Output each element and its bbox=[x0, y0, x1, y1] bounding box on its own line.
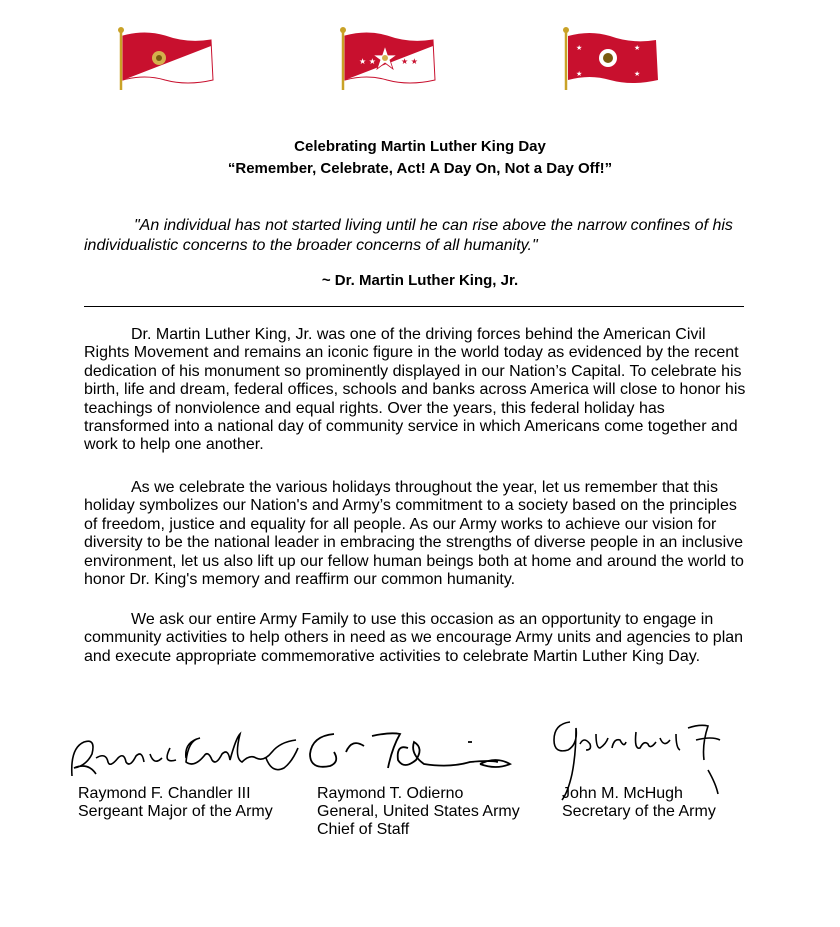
signature-chandler bbox=[66, 728, 306, 788]
body-paragraph: We ask our entire Army Family to use this occasion as an opportunity to engage in community activities to help others in need as we encourage Army units and agencies to plan and execute appropriate commemorative activities to celebrate Martin Luther King Day. bbox=[84, 611, 744, 665]
chief-of-staff-flag-icon bbox=[337, 22, 437, 92]
signature-odierno bbox=[300, 720, 530, 780]
signatory-name: John M. McHugh bbox=[562, 785, 683, 802]
secretary-flag-icon bbox=[560, 22, 660, 92]
svg-text:★: ★ bbox=[634, 70, 641, 78]
signatory-name: Raymond F. Chandler III bbox=[78, 785, 251, 802]
signatory-title: Sergeant Major of the Army bbox=[78, 803, 273, 820]
svg-text:★ ★: ★ ★ bbox=[359, 57, 376, 66]
svg-text:★ ★: ★ ★ bbox=[401, 57, 418, 66]
body-paragraph: Dr. Martin Luther King, Jr. was one of the driving forces behind the American Civil Rights Movement and remains an iconic figure in the world today as evidenced by the recent dedication of his monument so prominently displayed in our Nation’s Capital. To celebrate his birth, life and dream, federal offices, schools and banks across America will close to honor his teachings of nonviolence and equal rights. Over the years, this federal holiday has transformed into a national day of community service in which Americans come together and work to help one another. bbox=[84, 326, 746, 454]
quote-attribution: ~ Dr. Martin Luther King, Jr. bbox=[321, 272, 519, 289]
page-subtitle: “Remember, Celebrate, Act! A Day On, Not a Day Off!” bbox=[227, 160, 613, 177]
svg-text:★: ★ bbox=[576, 44, 583, 52]
svg-text:★: ★ bbox=[576, 70, 583, 78]
svg-text:★: ★ bbox=[634, 44, 641, 52]
divider bbox=[84, 306, 744, 307]
signatory-title: General, United States Army bbox=[317, 803, 520, 820]
page-title: Celebrating Martin Luther King Day bbox=[294, 138, 546, 155]
quote-text: "An individual has not started living until he can rise above the narrow confines of his individualistic concerns to the broader concerns of all humanity." bbox=[84, 217, 733, 254]
body-paragraph: As we celebrate the various holidays throughout the year, let us remember that this holiday symbolizes our Nation's and Army’s commitment to a society based on the principles of freedom, justice and equality for all people. As our Army works to achieve our vision for diversity to be the national leader in embracing the strengths of diverse people in an inclusive environment, let us also lift up our fellow human beings both at home and around the world to honor Dr. King's memory and reaffirm our common humanity. bbox=[84, 479, 744, 589]
sergeant-major-flag-icon bbox=[115, 22, 215, 92]
signatory-title-secondary: Chief of Staff bbox=[317, 821, 410, 838]
signatory-name: Raymond T. Odierno bbox=[317, 785, 464, 802]
signatory-title: Secretary of the Army bbox=[562, 803, 716, 820]
